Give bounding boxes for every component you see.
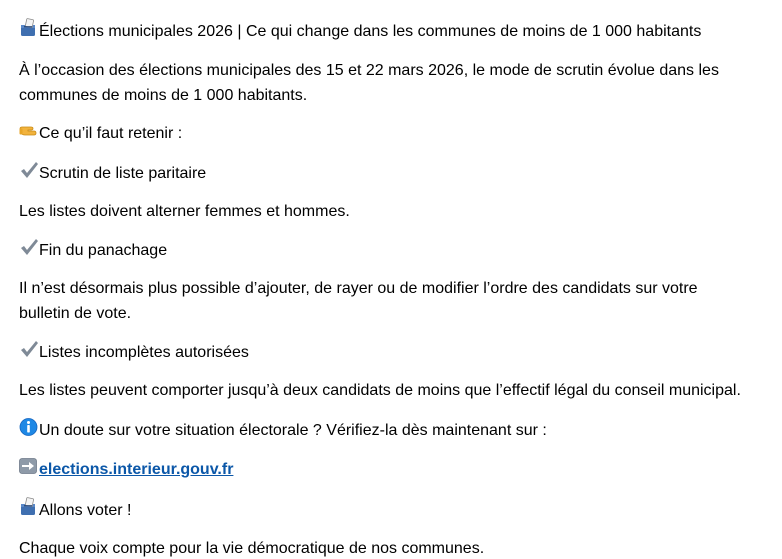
point-heading: Fin du panachage — [39, 242, 168, 259]
point-2-body-line-1: Il n’est désormais plus possible d’ajouter, de rayer ou de modifier l’ordre des candidats sur votre — [19, 280, 698, 297]
point-2-body-line-2: bulletin de vote. — [19, 305, 132, 322]
check-mark-icon — [19, 237, 39, 257]
point-heading: Scrutin de liste paritaire — [39, 165, 207, 182]
ballot-box-icon — [19, 497, 39, 517]
check-mark-icon — [19, 339, 39, 359]
link-line — [19, 460, 233, 480]
info-line — [19, 421, 547, 441]
point-1-body: Les listes doivent alterner femmes et hommes. — [19, 203, 350, 220]
point-3-heading-line — [19, 343, 249, 363]
closing-text: Chaque voix compte pour la vie démocratique de nos communes. — [19, 540, 485, 557]
retenir-heading: Ce qu’il faut retenir : — [39, 125, 183, 142]
point-2-heading-line — [19, 241, 167, 261]
ballot-box-icon — [19, 18, 39, 38]
right-arrow-icon — [19, 456, 39, 476]
info-text: Un doute sur votre situation électorale ? Vérifiez-la dès maintenant sur : — [39, 422, 547, 439]
vote-heading-line — [19, 501, 131, 521]
intro-line-1: À l’occasion des élections municipales des 15 et 22 mars 2026, le mode de scrutin évolue dans les — [19, 62, 719, 79]
vote-heading: Allons voter ! — [39, 502, 132, 519]
intro-line-2: communes de moins de 1 000 habitants. — [19, 87, 308, 104]
page-title: Élections municipales 2026 | Ce qui change dans les communes de moins de 1 000 habitants — [39, 23, 702, 40]
info-icon — [19, 417, 39, 437]
pointing-hand-icon — [19, 120, 39, 140]
point-3-body: Les listes peuvent comporter jusqu’à deux candidats de moins que l’effectif légal du conseil municipal. — [19, 382, 741, 399]
check-mark-icon — [19, 160, 39, 180]
title-line — [19, 22, 701, 42]
retenir-heading-line — [19, 124, 182, 144]
elections-link[interactable]: elections.interieur.gouv.fr — [39, 461, 234, 478]
point-1-heading-line — [19, 164, 206, 184]
point-heading: Listes incomplètes autorisées — [39, 344, 249, 361]
